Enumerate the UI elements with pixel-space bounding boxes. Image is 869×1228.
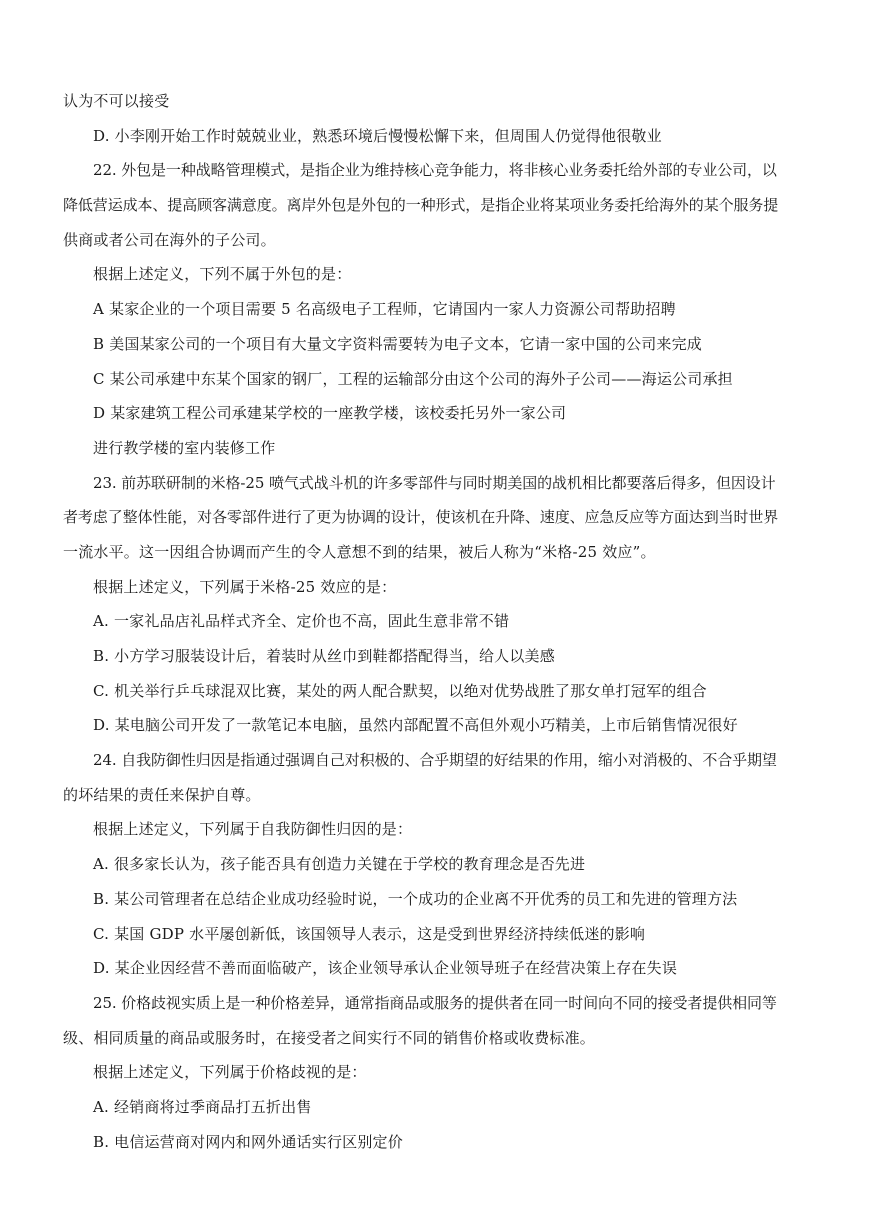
option-line: B. 小方学习服装设计后，着装时从丝巾到鞋都搭配得当，给人以美感 — [93, 647, 555, 665]
question-line: 23. 前苏联研制的米格-25 喷气式战斗机的许多零部件与同时期美国的战机相比都要落后得多，但因设计 — [93, 473, 776, 492]
text-line: 一流水平。这一因组合协调而产生的令人意想不到的结果，被后人称为“米格-25 效应”。 — [63, 542, 656, 561]
question-line: 22. 外包是一种战略管理模式，是指企业为维持核心竞争能力，将非核心业务委托给外部的专业公司，以 — [93, 161, 777, 180]
prompt-line: 根据上述定义，下列属于自我防御性归因的是： — [93, 820, 413, 839]
option-line: A. 经销商将过季商品打五折出售 — [93, 1097, 312, 1116]
text-line: 供商或者公司在海外的子公司。 — [63, 230, 276, 249]
option-line: A. 一家礼品店礼品样式齐全、定价也不高，固此生意非常不错 — [93, 612, 510, 631]
question-line: 24. 自我防御性归因是指通过强调自己对积极的、合乎期望的好结果的作用，缩小对消极的、不合乎期望 — [93, 751, 777, 770]
text-line: 的坏结果的责任来保护自尊。 — [63, 785, 261, 804]
prompt-line: 根据上述定义，下列属于价格歧视的是： — [93, 1063, 367, 1082]
document-body — [63, 84, 809, 1159]
option-line: C. 某国 GDP 水平屡创新低，该国领导人表示，这是受到世界经济持续低迷的影响 — [93, 924, 646, 943]
prompt-line: 根据上述定义，下列属于米格-25 效应的是： — [93, 577, 397, 596]
option-line: D 某家建筑工程公司承建某学校的一座教学楼，该校委托另外一家公司 — [93, 404, 567, 423]
text-line: 者考虑了整体性能，对各零部件进行了更为协调的设计，使该机在升降、速度、应急反应等方面达到当时世界 — [63, 508, 779, 527]
prompt-line: 根据上述定义，下列不属于外包的是： — [93, 265, 352, 284]
option-line: B 美国某家公司的一个项目有大量文字资料需要转为电子文本，它请一家中国的公司来完成 — [93, 334, 702, 353]
text-line: 认为不可以接受 — [63, 92, 170, 110]
option-line: B. 某公司管理者在总结企业成功经验时说，一个成功的企业离不开优秀的员工和先进的管理方法 — [93, 889, 738, 908]
text-line: 进行教学楼的室内装修工作 — [93, 438, 276, 457]
text-line: 降低营运成本、提高顾客满意度。离岸外包是外包的一种形式，是指企业将某项业务委托给海外的某个服务提 — [63, 196, 779, 215]
question-line: 25. 价格歧视实质上是一种价格差异，通常指商品或服务的提供者在同一时间向不同的接受者提供相同等 — [93, 993, 777, 1012]
option-line: C 某公司承建中东某个国家的钢厂，工程的运输部分由这个公司的海外子公司——海运公司承担 — [93, 369, 733, 388]
option-line: D. 某企业因经营不善而面临破产，该企业领导承认企业领导班子在经营决策上存在失误 — [93, 959, 678, 978]
text-line: 级、相同质量的商品或服务时，在接受者之间实行不同的销售价格或收费标准。 — [63, 1028, 596, 1047]
option-line: A 某家企业的一个项目需要 5 名高级电子工程师，它请国内一家人力资源公司帮助招聘 — [93, 300, 676, 319]
option-line: A. 很多家长认为，孩子能否具有创造力关键在于学校的教育理念是否先进 — [93, 855, 586, 874]
option-line: B. 电信运营商对网内和网外通话实行区别定价 — [93, 1132, 403, 1151]
option-line: D. 某电脑公司开发了一款笔记本电脑，虽然内部配置不高但外观小巧精美，上市后销售情况很好 — [93, 716, 738, 735]
option-line: C. 机关举行乒乓球混双比赛，某处的两人配合默契，以绝对优势战胜了那女单打冠军的组合 — [93, 681, 707, 700]
option-line: D. 小李刚开始工作时兢兢业业，熟悉环境后慢慢松懈下来，但周围人仍觉得他很敬业 — [93, 126, 662, 145]
